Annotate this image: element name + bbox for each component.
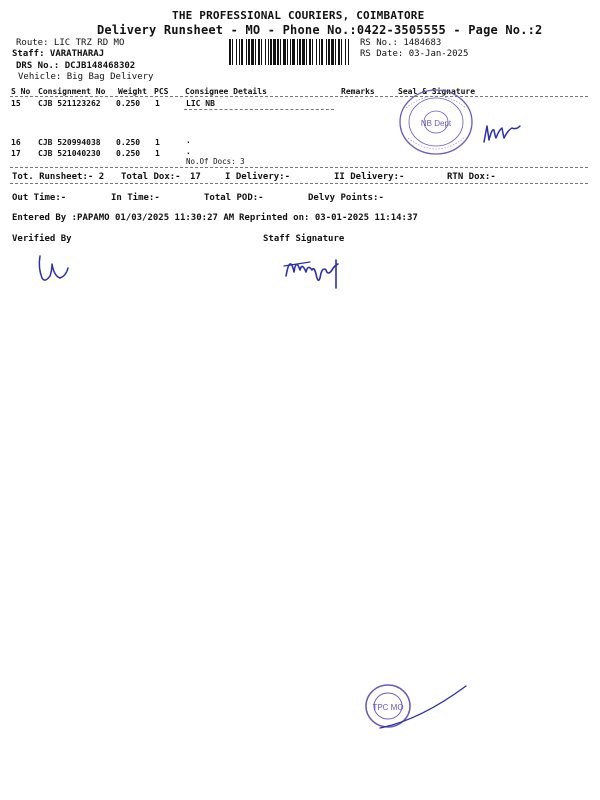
entered-by: Entered By :PAPAMO 01/03/2025 11:30:27 AM bbox=[12, 213, 235, 223]
verified-by-signature bbox=[34, 252, 74, 286]
company-name: THE PROFESSIONAL COURIERS, COIMBATORE bbox=[172, 9, 425, 22]
barcode-bar bbox=[270, 39, 272, 65]
barcode-bar bbox=[306, 39, 307, 65]
barcode-bar bbox=[239, 39, 240, 65]
barcode-bar bbox=[251, 39, 254, 65]
barcode-bar bbox=[268, 39, 269, 65]
row-15-consignee: LIC NB bbox=[186, 99, 215, 108]
no-of-docs: No.Of Docs: 3 bbox=[186, 157, 245, 166]
barcode-bar bbox=[287, 39, 288, 65]
barcode-bar bbox=[309, 39, 311, 65]
barcode-bar bbox=[290, 39, 291, 65]
lic-stamp-text: NB Dept bbox=[420, 119, 452, 128]
out-time: Out Time:- bbox=[12, 193, 67, 203]
row-17-pcs: 1 bbox=[155, 149, 160, 158]
barcode bbox=[229, 39, 351, 65]
barcode-bar bbox=[273, 39, 276, 65]
col-seal-signature: Seal & Signature bbox=[398, 87, 476, 96]
delvy-points: Delvy Points:- bbox=[308, 193, 384, 203]
row-17-weight: 0.250 bbox=[116, 149, 141, 158]
tpc-stamp-text: TPC MO bbox=[372, 703, 404, 712]
in-time: In Time:- bbox=[111, 193, 160, 203]
col-weight: Weight bbox=[118, 87, 147, 96]
total-pod: Total POD:- bbox=[204, 193, 264, 203]
col-remarks: Remarks bbox=[341, 87, 375, 96]
barcode-bar bbox=[299, 39, 301, 65]
ii-delivery: II Delivery:- bbox=[334, 172, 405, 182]
barcode-bar bbox=[321, 39, 323, 65]
barcode-bar bbox=[280, 39, 281, 65]
row-16-pcs: 1 bbox=[155, 138, 160, 147]
total-dox-label: Total Dox:- bbox=[121, 172, 181, 182]
barcode-bar bbox=[232, 39, 233, 65]
barcode-bar bbox=[292, 39, 295, 65]
row-17-consignee: . bbox=[186, 147, 191, 156]
rtn-dox: RTN Dox:- bbox=[447, 172, 496, 182]
barcode-bar bbox=[248, 39, 250, 65]
row-15-consignment: CJB 521123262 bbox=[38, 99, 101, 108]
barcode-bar bbox=[236, 39, 237, 65]
barcode-bar bbox=[297, 39, 298, 65]
staff-signature bbox=[280, 248, 350, 290]
i-delivery: I Delivery:- bbox=[225, 172, 291, 182]
totals-divider bbox=[10, 183, 588, 184]
col-consignment: Consignment No bbox=[38, 87, 106, 96]
row-17-sno: 17 bbox=[11, 149, 21, 158]
row-15-consignee-line bbox=[184, 109, 334, 110]
barcode-bar bbox=[261, 39, 262, 65]
col-consignee: Consignee Details bbox=[185, 87, 267, 96]
table-bottom-divider bbox=[10, 167, 588, 168]
tpc-round-stamp bbox=[360, 680, 470, 740]
barcode-bar bbox=[265, 39, 266, 65]
rs-number: RS No.: 1484683 bbox=[360, 38, 442, 48]
barcode-bar bbox=[258, 39, 260, 65]
barcode-bar bbox=[277, 39, 279, 65]
lic-round-stamp bbox=[396, 86, 476, 158]
barcode-bar bbox=[255, 39, 256, 65]
staff-signature-label: Staff Signature bbox=[263, 234, 345, 244]
row-16-weight: 0.250 bbox=[116, 138, 141, 147]
barcode-bar bbox=[345, 39, 346, 65]
verified-by-label: Verified By bbox=[12, 234, 72, 244]
barcode-bar bbox=[246, 39, 247, 65]
receiver-initials-signature bbox=[480, 118, 525, 148]
runsheet-title: Delivery Runsheet - MO - Phone No.:0422-3505555 - Page No.:2 bbox=[97, 23, 543, 37]
barcode-bar bbox=[341, 39, 342, 65]
row-16-consignee: . bbox=[186, 136, 191, 145]
row-16-consignment: CJB 520994038 bbox=[38, 138, 101, 147]
tot-runsheet: Tot. Runsheet:- 2 bbox=[12, 172, 105, 182]
barcode-bar bbox=[335, 39, 336, 65]
col-pcs: PCS bbox=[154, 87, 169, 96]
barcode-bar bbox=[328, 39, 330, 65]
row-15-pcs: 1 bbox=[155, 99, 160, 108]
barcode-bar bbox=[338, 39, 340, 65]
row-15-weight: 0.250 bbox=[116, 99, 141, 108]
header-divider bbox=[10, 96, 588, 97]
staff-label: Staff: VARATHARAJ bbox=[12, 49, 105, 59]
barcode-bar bbox=[319, 39, 320, 65]
drs-number: DRS No.: DCJB148468302 bbox=[16, 61, 136, 71]
barcode-bar bbox=[348, 39, 349, 65]
total-dox-value: 17 bbox=[190, 172, 201, 182]
row-17-consignment: CJB 521040230 bbox=[38, 149, 101, 158]
barcode-bar bbox=[302, 39, 305, 65]
barcode-bar bbox=[283, 39, 286, 65]
barcode-bar bbox=[326, 39, 327, 65]
barcode-bar bbox=[312, 39, 313, 65]
barcode-bar bbox=[331, 39, 334, 65]
col-sno: S No bbox=[11, 87, 31, 96]
vehicle-label: Vehicle: Big Bag Delivery bbox=[18, 72, 154, 82]
barcode-bar bbox=[229, 39, 231, 65]
barcode-bar bbox=[241, 39, 243, 65]
row-16-sno: 16 bbox=[11, 138, 21, 147]
route-label: Route: LIC TRZ RD MO bbox=[16, 38, 125, 48]
row-15-sno: 15 bbox=[11, 99, 21, 108]
reprinted-on: Reprinted on: 03-01-2025 11:14:37 bbox=[239, 213, 418, 223]
rs-date: RS Date: 03-Jan-2025 bbox=[360, 49, 469, 59]
barcode-bar bbox=[316, 39, 317, 65]
